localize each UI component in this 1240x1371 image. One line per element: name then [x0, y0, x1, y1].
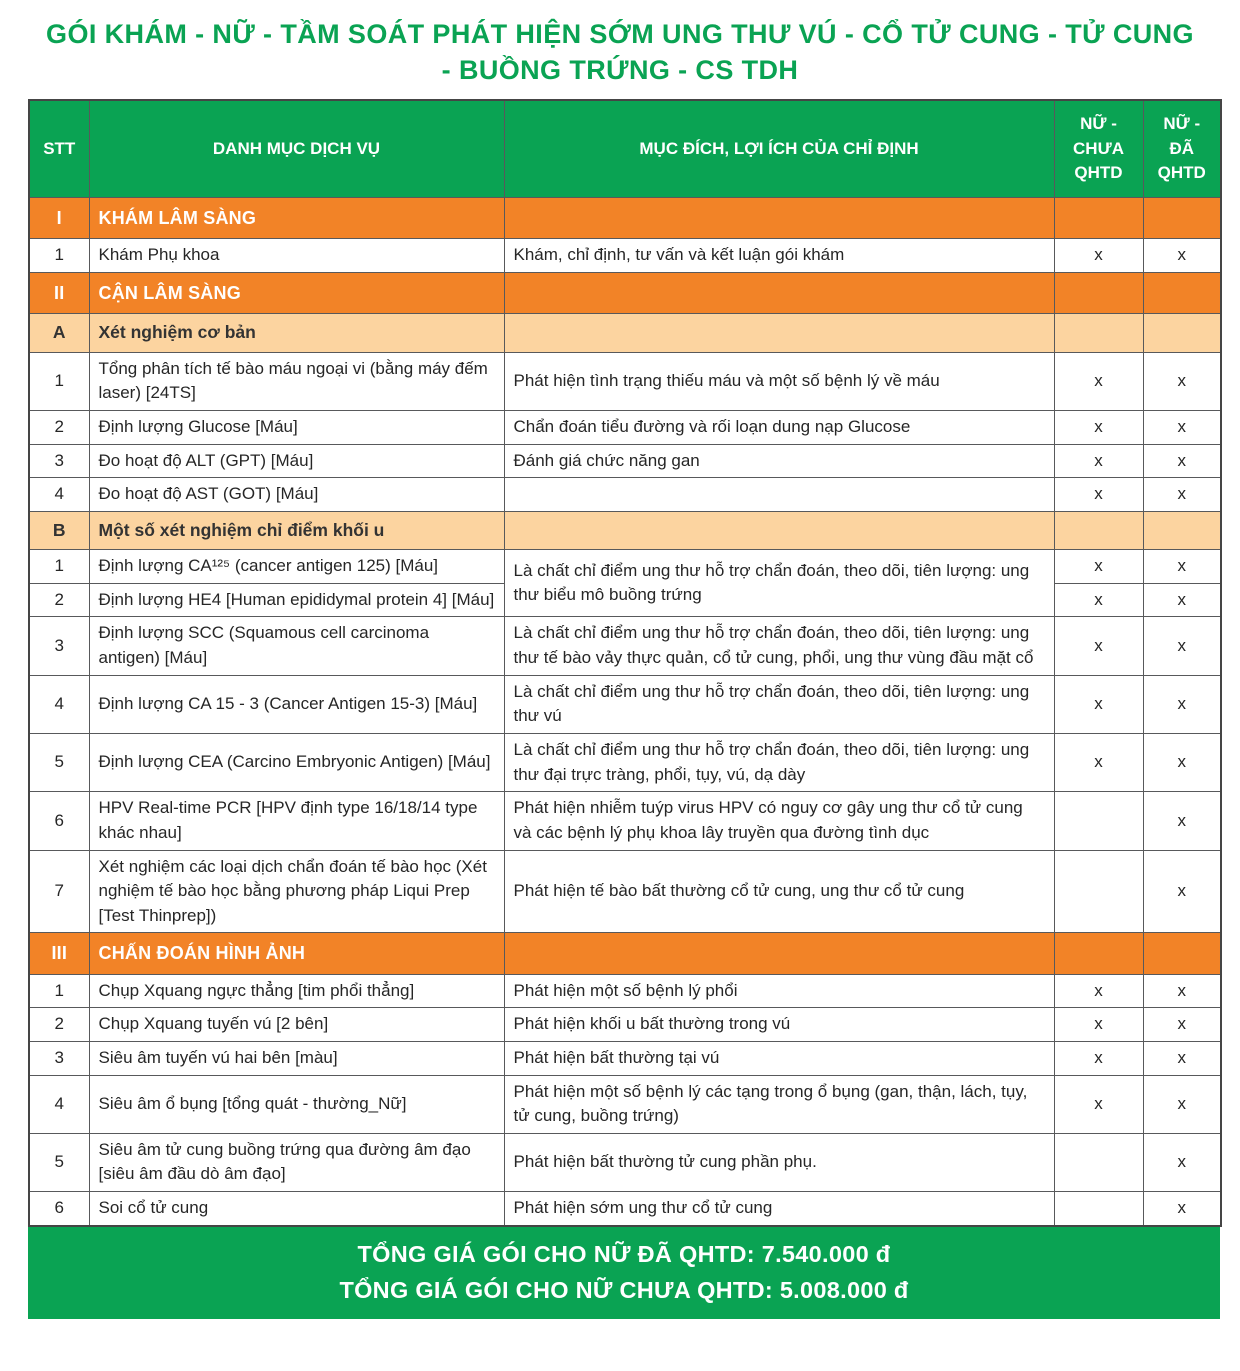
purpose-cell [504, 198, 1054, 239]
chua-qhtd-cell: x [1054, 583, 1143, 617]
stt-cell: 2 [29, 583, 89, 617]
purpose-cell: Đánh giá chức năng gan [504, 444, 1054, 478]
da-qhtd-cell [1143, 314, 1221, 352]
da-qhtd-cell: x [1143, 550, 1221, 584]
chua-qhtd-cell [1054, 198, 1143, 239]
stt-cell: 1 [29, 550, 89, 584]
total-da-qhtd: TỔNG GIÁ GÓI CHO NỮ ĐÃ QHTD: 7.540.000 đ [357, 1240, 891, 1267]
da-qhtd-cell: x [1143, 1041, 1221, 1075]
purpose-cell: Phát hiện nhiễm tuýp virus HPV có nguy cơ gây ung thư cổ tử cung và các bệnh lý phụ khoa lây truyền qua đường tình dục [504, 792, 1054, 850]
table-row [29, 792, 1221, 850]
service-cell: Định lượng CA¹²⁵ (cancer antigen 125) [Máu] [89, 550, 504, 584]
total-chua-qhtd: TỔNG GIÁ GÓI CHO NỮ CHƯA QHTD: 5.008.000 đ [339, 1277, 909, 1304]
header-row [29, 100, 1221, 198]
service-cell: CHẤN ĐOÁN HÌNH ẢNH [89, 933, 504, 974]
da-qhtd-cell: x [1143, 1133, 1221, 1191]
chua-qhtd-cell: x [1054, 1041, 1143, 1075]
chua-qhtd-cell: x [1054, 410, 1143, 444]
purpose-cell [504, 478, 1054, 512]
table-row [29, 974, 1221, 1008]
purpose-cell [504, 511, 1054, 549]
da-qhtd-cell: x [1143, 410, 1221, 444]
service-cell: Định lượng HE4 [Human epididymal protein 4] [Máu] [89, 583, 504, 617]
table-row [29, 675, 1221, 733]
service-cell: Chụp Xquang tuyến vú [2 bên] [89, 1008, 504, 1042]
purpose-cell: Chẩn đoán tiểu đường và rối loạn dung nạp Glucose [504, 410, 1054, 444]
purpose-cell: Phát hiện tế bào bất thường cổ tử cung, ung thư cổ tử cung [504, 850, 1054, 933]
purpose-cell [504, 273, 1054, 314]
chua-qhtd-cell: x [1054, 1008, 1143, 1042]
section-row [29, 273, 1221, 314]
table-row [29, 1041, 1221, 1075]
service-cell: Đo hoạt độ ALT (GPT) [Máu] [89, 444, 504, 478]
chua-qhtd-cell: x [1054, 734, 1143, 792]
chua-qhtd-cell [1054, 1192, 1143, 1226]
service-cell: Định lượng SCC (Squamous cell carcinoma antigen) [Máu] [89, 617, 504, 675]
da-qhtd-cell: x [1143, 352, 1221, 410]
purpose-cell: Phát hiện khối u bất thường trong vú [504, 1008, 1054, 1042]
da-qhtd-cell: x [1143, 444, 1221, 478]
table-row [29, 1008, 1221, 1042]
table-row [29, 410, 1221, 444]
purpose-cell: Là chất chỉ điểm ung thư hỗ trợ chẩn đoán, theo dõi, tiên lượng: ung thư biểu mô buồng trứng [504, 550, 1054, 617]
stt-cell: 2 [29, 410, 89, 444]
chua-qhtd-cell: x [1054, 478, 1143, 512]
service-cell: Siêu âm tuyến vú hai bên [màu] [89, 1041, 504, 1075]
stt-cell: 1 [29, 352, 89, 410]
chua-qhtd-cell [1054, 314, 1143, 352]
table-row [29, 444, 1221, 478]
stt-cell: 2 [29, 1008, 89, 1042]
stt-cell: 1 [29, 239, 89, 273]
da-qhtd-cell: x [1143, 478, 1221, 512]
da-qhtd-cell: x [1143, 1075, 1221, 1133]
chua-qhtd-cell: x [1054, 352, 1143, 410]
stt-cell: 4 [29, 1075, 89, 1133]
service-cell: Siêu âm tử cung buồng trứng qua đường âm đạo [siêu âm đầu dò âm đạo] [89, 1133, 504, 1191]
chua-qhtd-cell [1054, 1133, 1143, 1191]
purpose-cell: Là chất chỉ điểm ung thư hỗ trợ chẩn đoán, theo dõi, tiên lượng: ung thư đại trực tràng, phổi, tụy, vú, dạ dày [504, 734, 1054, 792]
section-row [29, 198, 1221, 239]
col-header-purpose: MỤC ĐÍCH, LỢI ÍCH CỦA CHỈ ĐỊNH [504, 100, 1054, 198]
purpose-cell [504, 933, 1054, 974]
purpose-cell: Phát hiện sớm ung thư cổ tử cung [504, 1192, 1054, 1226]
purpose-cell: Khám, chỉ định, tư vấn và kết luận gói khám [504, 239, 1054, 273]
stt-cell: 7 [29, 850, 89, 933]
da-qhtd-cell: x [1143, 1008, 1221, 1042]
stt-cell: 4 [29, 478, 89, 512]
stt-cell: 5 [29, 1133, 89, 1191]
service-cell: HPV Real-time PCR [HPV định type 16/18/14 type khác nhau] [89, 792, 504, 850]
package-table [28, 99, 1222, 1227]
purpose-cell [504, 314, 1054, 352]
table-row [29, 550, 1221, 584]
table-row [29, 1075, 1221, 1133]
service-cell: Xét nghiệm các loại dịch chẩn đoán tế bào học (Xét nghiệm tế bào học bằng phương pháp Liqui Prep [Test Thinprep]) [89, 850, 504, 933]
da-qhtd-cell [1143, 933, 1221, 974]
col-header-stt: STT [29, 100, 89, 198]
da-qhtd-cell [1143, 511, 1221, 549]
service-cell: KHÁM LÂM SÀNG [89, 198, 504, 239]
purpose-cell: Phát hiện tình trạng thiếu máu và một số bệnh lý về máu [504, 352, 1054, 410]
service-cell: Tổng phân tích tế bào máu ngoại vi (bằng máy đếm laser) [24TS] [89, 352, 504, 410]
stt-cell: 3 [29, 617, 89, 675]
chua-qhtd-cell: x [1054, 675, 1143, 733]
table-row [29, 239, 1221, 273]
section-row [29, 933, 1221, 974]
chua-qhtd-cell: x [1054, 550, 1143, 584]
subsection-row [29, 314, 1221, 352]
stt-cell: 6 [29, 1192, 89, 1226]
chua-qhtd-cell: x [1054, 617, 1143, 675]
table-row [29, 850, 1221, 933]
service-cell: Định lượng CEA (Carcino Embryonic Antigen) [Máu] [89, 734, 504, 792]
da-qhtd-cell: x [1143, 974, 1221, 1008]
purpose-cell: Là chất chỉ điểm ung thư hỗ trợ chẩn đoán, theo dõi, tiên lượng: ung thư tế bào vảy thực quản, cổ tử cung, phổi, ung thư vùng đầu mặt cổ [504, 617, 1054, 675]
subsection-row [29, 511, 1221, 549]
service-cell: Soi cổ tử cung [89, 1192, 504, 1226]
chua-qhtd-cell: x [1054, 239, 1143, 273]
service-cell: Siêu âm ổ bụng [tổng quát - thường_Nữ] [89, 1075, 504, 1133]
purpose-cell: Phát hiện một số bệnh lý các tạng trong ổ bụng (gan, thận, lách, tụy, tử cung, buồng trứng) [504, 1075, 1054, 1133]
table-row [29, 352, 1221, 410]
da-qhtd-cell: x [1143, 617, 1221, 675]
service-cell: Xét nghiệm cơ bản [89, 314, 504, 352]
chua-qhtd-cell [1054, 273, 1143, 314]
stt-cell: I [29, 198, 89, 239]
stt-cell: 6 [29, 792, 89, 850]
stt-cell: 1 [29, 974, 89, 1008]
table-row [29, 478, 1221, 512]
col-header-chua-qhtd: NỮ - CHƯA QHTD [1054, 100, 1143, 198]
service-cell: Chụp Xquang ngực thẳng [tim phổi thẳng] [89, 974, 504, 1008]
da-qhtd-cell [1143, 273, 1221, 314]
stt-cell: 5 [29, 734, 89, 792]
chua-qhtd-cell [1054, 933, 1143, 974]
chua-qhtd-cell [1054, 850, 1143, 933]
table-row [29, 734, 1221, 792]
total-price-banner [28, 1227, 1220, 1319]
da-qhtd-cell: x [1143, 675, 1221, 733]
table-row [29, 617, 1221, 675]
service-cell: Đo hoạt độ AST (GOT) [Máu] [89, 478, 504, 512]
service-cell: Định lượng CA 15 - 3 (Cancer Antigen 15-3) [Máu] [89, 675, 504, 733]
service-cell: Một số xét nghiệm chỉ điểm khối u [89, 511, 504, 549]
service-cell: CẬN LÂM SÀNG [89, 273, 504, 314]
da-qhtd-cell: x [1143, 792, 1221, 850]
service-cell: Định lượng Glucose [Máu] [89, 410, 504, 444]
col-header-service: DANH MỤC DỊCH VỤ [89, 100, 504, 198]
stt-cell: III [29, 933, 89, 974]
purpose-cell: Phát hiện bất thường tại vú [504, 1041, 1054, 1075]
da-qhtd-cell: x [1143, 850, 1221, 933]
table-row [29, 1133, 1221, 1191]
da-qhtd-cell [1143, 198, 1221, 239]
da-qhtd-cell: x [1143, 239, 1221, 273]
page-title: GÓI KHÁM - NỮ - TẦM SOÁT PHÁT HIỆN SỚM UNG THƯ VÚ - CỔ TỬ CUNG - TỬ CUNG - BUỒNG TRỨNG - CS TDH [46, 19, 1194, 86]
stt-cell: 3 [29, 1041, 89, 1075]
purpose-cell: Là chất chỉ điểm ung thư hỗ trợ chẩn đoán, theo dõi, tiên lượng: ung thư vú [504, 675, 1054, 733]
chua-qhtd-cell: x [1054, 974, 1143, 1008]
da-qhtd-cell: x [1143, 583, 1221, 617]
stt-cell: B [29, 511, 89, 549]
table-row [29, 1192, 1221, 1226]
purpose-cell: Phát hiện một số bệnh lý phổi [504, 974, 1054, 1008]
col-header-da-qhtd: NỮ - ĐÃ QHTD [1143, 100, 1221, 198]
da-qhtd-cell: x [1143, 1192, 1221, 1226]
stt-cell: II [29, 273, 89, 314]
table-body [29, 198, 1221, 1226]
da-qhtd-cell: x [1143, 734, 1221, 792]
stt-cell: 4 [29, 675, 89, 733]
purpose-cell: Phát hiện bất thường tử cung phần phụ. [504, 1133, 1054, 1191]
chua-qhtd-cell [1054, 792, 1143, 850]
service-cell: Khám Phụ khoa [89, 239, 504, 273]
chua-qhtd-cell [1054, 511, 1143, 549]
stt-cell: 3 [29, 444, 89, 478]
stt-cell: A [29, 314, 89, 352]
chua-qhtd-cell: x [1054, 1075, 1143, 1133]
chua-qhtd-cell: x [1054, 444, 1143, 478]
